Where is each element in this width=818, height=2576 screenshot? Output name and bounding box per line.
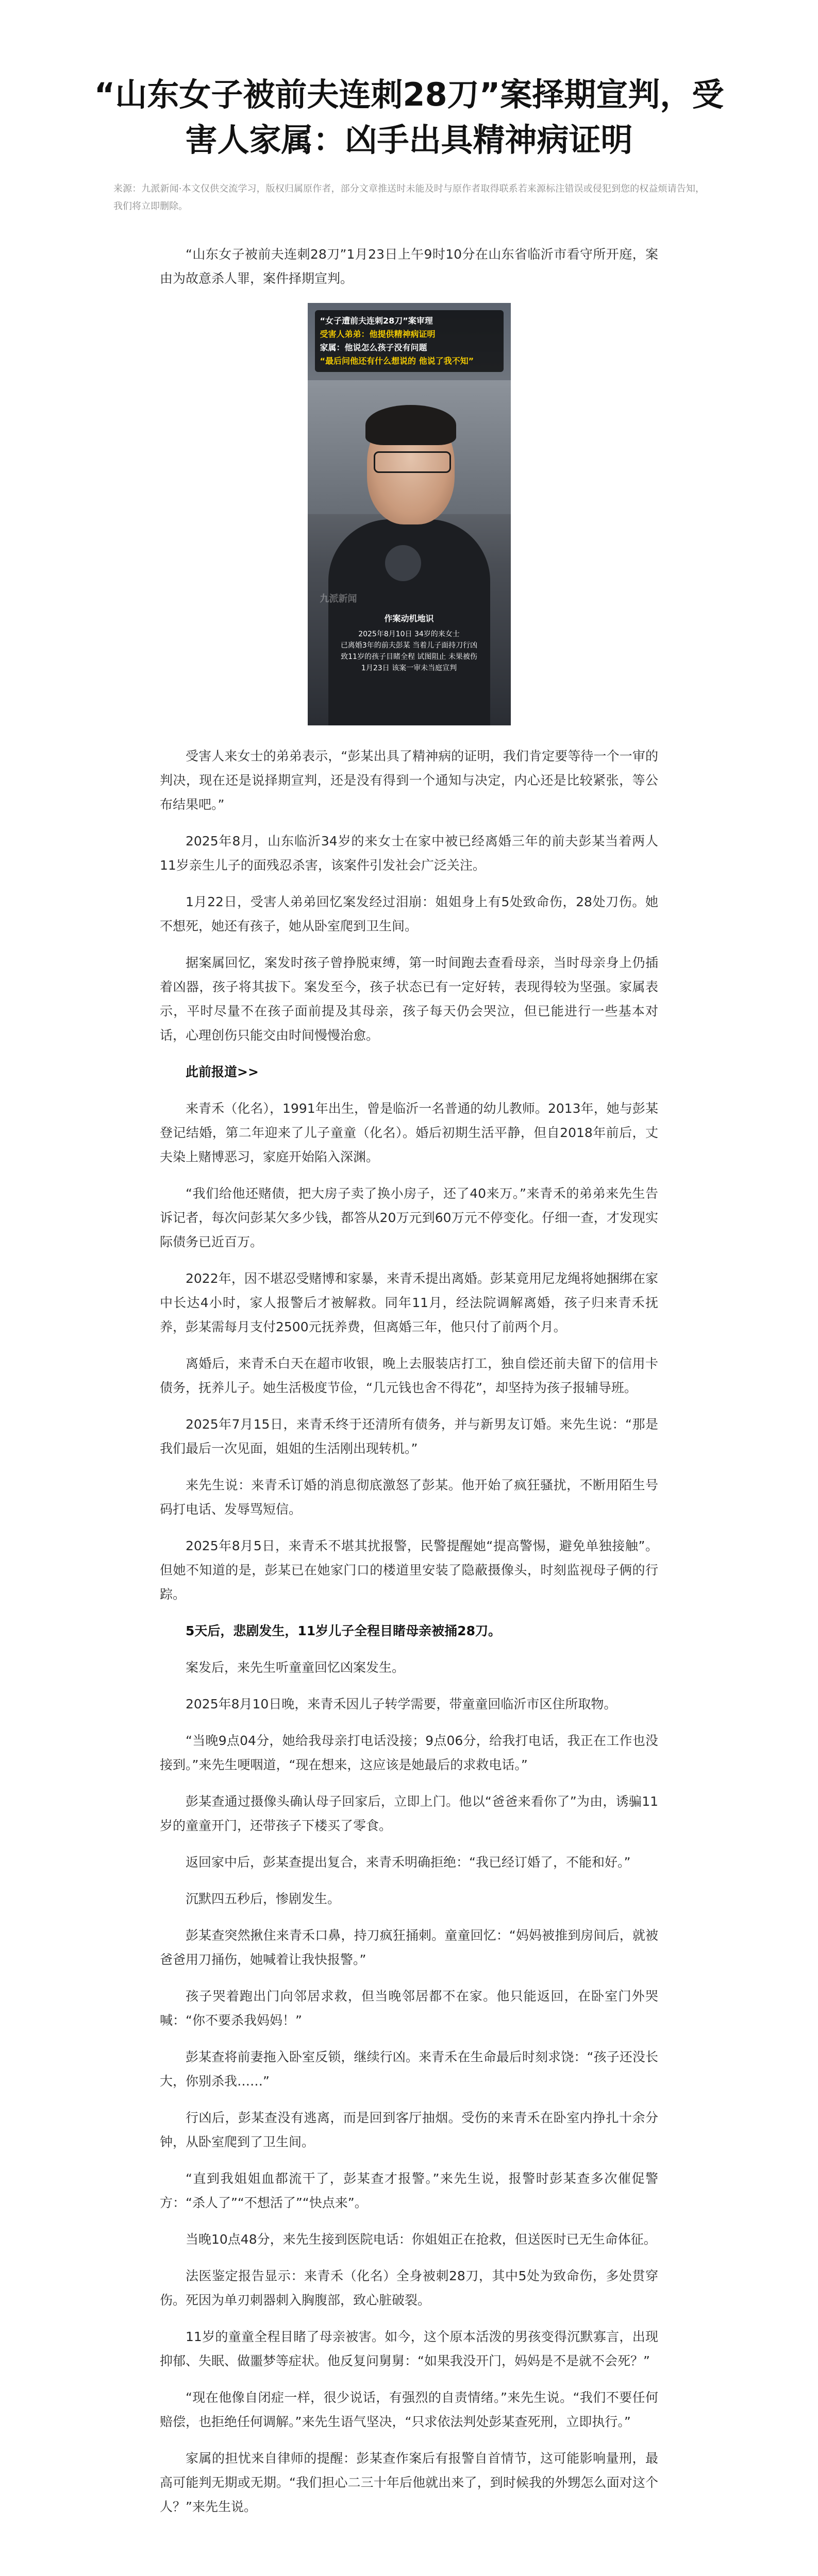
article-body	[160, 242, 658, 2531]
photo-watermark: 九派新闻	[320, 594, 357, 604]
body-paragraph: 当晚10点48分，来先生接到医院电话：你姐姐正在抢救，但送医时已无生命体征。	[186, 2232, 657, 2247]
photo-lower-line: 1月23日 该案一审未当庭宣判	[361, 664, 457, 672]
body-paragraph: 2025年8月10日晚，来青禾因儿子转学需要，带童童回临沂市区住所取物。	[186, 1697, 617, 1711]
lead-paragraph: “山东女子被前夫连刺28刀”1月23日上午9时10分在山东省临沂市看守所开庭，案由为故意杀人罪，案件择期宣判。	[160, 247, 658, 286]
photo-lower-caption	[317, 612, 502, 674]
body-paragraph: “直到我姐姐血都流干了，彭某查才报警。”来先生说，报警时彭某查多次催促警方：“杀人了”“不想活了”“快点来”。	[160, 2171, 658, 2210]
photo-person-hair	[365, 405, 456, 445]
body-paragraph: “现在他像自闭症一样，很少说话，有强烈的自责情绪。”来先生说。“我们不要任何赔偿，也拒绝任何调解。”来先生语气坚决，“只求依法判处彭某查死刑，立即执行。”	[160, 2390, 658, 2429]
source-note: 来源：九派新闻·本文仅供交流学习，版权归属原作者，部分文章推送时未能及时与原作者取得联系若来源标注错误或侵犯到您的权益烦请告知，我们将立即删除。	[113, 183, 705, 212]
body-paragraph: 离婚后，来青禾白天在超市收银，晚上去服装店打工，独自偿还前夫留下的信用卡债务，抚养儿子。她生活极度节俭，“几元钱也舍不得花”，却坚持为孩子报辅导班。	[160, 1356, 658, 1395]
body-paragraph: 2025年8月，山东临沂34岁的来女士在家中被已经离婚三年的前夫彭某当着两人11岁亲生儿子的面残忍杀害，该案件引发社会广泛关注。	[160, 834, 658, 873]
body-paragraph: 彭某查通过摄像头确认母子回家后，立即上门。他以“爸爸来看你了”为由，诱骗11岁的童童开门，还带孩子下楼买了零食。	[160, 1794, 658, 1833]
body-paragraph: 11岁的童童全程目睹了母亲被害。如今，这个原本活泼的男孩变得沉默寡言，出现抑郁、失眠、做噩梦等症状。他反复问舅舅：“如果我没开门，妈妈是不是就不会死？”	[160, 2329, 658, 2368]
photo-lower-line: 2025年8月10日 34岁的来女士	[358, 630, 460, 638]
body-paragraph: 1月22日，受害人弟弟回忆案发经过泪崩：姐姐身上有5处致命伤，28处刀伤。她不想死，她还有孩子，她从卧室爬到卫生间。	[160, 894, 658, 934]
article-title: “山东女子被前夫连刺28刀”案择期宣判，受害人家属：凶手出具精神病证明	[94, 76, 724, 159]
body-paragraph: 受害人来女士的弟弟表示，“彭某出具了精神病的证明，我们肯定要等待一个一审的判决，现在还是说择期宣判，还是没有得到一个通知与决定，内心还是比较紧张，等公布结果吧。”	[160, 749, 658, 812]
body-paragraph: 沉默四五秒后，惨剧发生。	[186, 1891, 341, 1906]
body-paragraph: 2025年7月15日，来青禾终于还清所有债务，并与新男友订婚。来先生说：“那是我们最后一次见面，姐姐的生活刚出现转机。”	[160, 1417, 658, 1456]
body-paragraph: 案发后，来先生听童童回忆凶案发生。	[186, 1660, 405, 1675]
photo-caption-line: 受害人弟弟：他提供精神病证明	[320, 329, 436, 339]
news-photo	[308, 303, 511, 725]
body-paragraph: 2022年，因不堪忍受赌博和家暴，来青禾提出离婚。彭某竟用尼龙绳将她捆绑在家中长达4小时，家人报警后才被解救。同年11月，经法院调解离婚，孩子归来青禾抚养，彭某需每月支付2500元抚养费，但离婚三年，他只付了前两个月。	[160, 1271, 658, 1334]
body-paragraph: 来先生说：来青禾订婚的消息彻底激怒了彭某。他开始了疯狂骚扰，不断用陌生号码打电话、发辱骂短信。	[160, 1478, 658, 1517]
photo-person-glasses	[374, 451, 451, 473]
photo-lower-title: 作案动机地识	[384, 614, 434, 623]
body-paragraph: 彭某查将前妻拖入卧室反锁，继续行凶。来青禾在生命最后时刻求饶：“孩子还没长大，你别杀我……”	[160, 2049, 658, 2089]
body-paragraph: “当晚9点04分，她给我母亲打电话没接；9点06分，给我打电话，我正在工作也没接到。”来先生哽咽道，“现在想来，这应该是她最后的求救电话。”	[160, 1733, 658, 1772]
body-paragraph: 法医鉴定报告显示：来青禾（化名）全身被刺28刀，其中5处为致命伤，多处贯穿伤。死因为单刃刺器刺入胸腹部，致心脏破裂。	[160, 2268, 658, 2308]
body-paragraph: 家属的担忧来自律师的提醒：彭某查作案后有报警自首情节，这可能影响量刑，最高可能判无期或无期。“我们担心二三十年后他就出来了，到时候我的外甥怎么面对这个人？”来先生说。	[160, 2451, 658, 2514]
body-paragraph: “我们给他还赌债，把大房子卖了换小房子，还了40来万。”来青禾的弟弟来先生告诉记者，每次问彭某欠多少钱，都答从20万元到60万元不停变化。仔细一查，才发现实际债务已近百万。	[160, 1186, 658, 1249]
photo-caption-box	[315, 310, 504, 372]
photo-caption-line: 家属：他说怎么孩子没有问题	[320, 343, 427, 352]
photo-lower-line: 致11岁的孩子目睹全程 试图阻止 未果被伤	[341, 653, 477, 661]
body-paragraph: 孩子哭着跑出门向邻居求救，但当晚邻居都不在家。他只能返回，在卧室门外哭喊：“你不要杀我妈妈！”	[160, 1989, 658, 2028]
previous-report-link[interactable]: 此前报道>>	[186, 1064, 259, 1079]
emphasis-paragraph: 5天后，悲剧发生，11岁儿子全程目睹母亲被捅28刀。	[186, 1623, 501, 1638]
body-paragraph: 彭某查突然揪住来青禾口鼻，持刀疯狂捅刺。童童回忆：“妈妈被推到房间后，就被爸爸用刀捅伤，她喊着让我快报警。”	[160, 1928, 658, 1967]
photo-lower-line: 已离婚3年的前夫彭某 当着儿子面持刀行凶	[340, 641, 478, 650]
microphone-icon	[385, 545, 421, 581]
body-paragraph: 据案属回忆，案发时孩子曾挣脱束缚，第一时间跑去查看母亲，当时母亲身上仍插着凶器，孩子将其拔下。案发至今，孩子状态已有一定好转，表现得较为坚强。家属表示，平时尽量不在孩子面前提及其母亲，孩子每天仍会哭泣，但已能进行一些基本对话，心理创伤只能交由时间慢慢治愈。	[160, 955, 658, 1043]
body-paragraph: 行凶后，彭某查没有逃离，而是回到客厅抽烟。受伤的来青禾在卧室内挣扎十余分钟，从卧室爬到了卫生间。	[160, 2110, 658, 2149]
body-paragraph: 返回家中后，彭某查提出复合，来青禾明确拒绝：“我已经订婚了，不能和好。”	[186, 1855, 631, 1870]
body-paragraph: 2025年8月5日，来青禾不堪其扰报警，民警提醒她“提高警惕，避免单独接触”。但她不知道的是，彭某已在她家门口的楼道里安装了隐蔽摄像头，时刻监视母子俩的行踪。	[160, 1538, 658, 1602]
photo-caption-line: “女子遭前夫连刺28刀”案审理	[320, 316, 433, 326]
body-paragraph: 来青禾（化名），1991年出生，曾是临沂一名普通的幼儿教师。2013年，她与彭某登记结婚，第二年迎来了儿子童童（化名）。婚后初期生活平静，但自2018年前后，丈夫染上赌博恶习，家庭开始陷入深渊。	[160, 1101, 658, 1164]
photo-caption-line: “最后问他还有什么想说的 他说了我不知”	[320, 356, 474, 366]
